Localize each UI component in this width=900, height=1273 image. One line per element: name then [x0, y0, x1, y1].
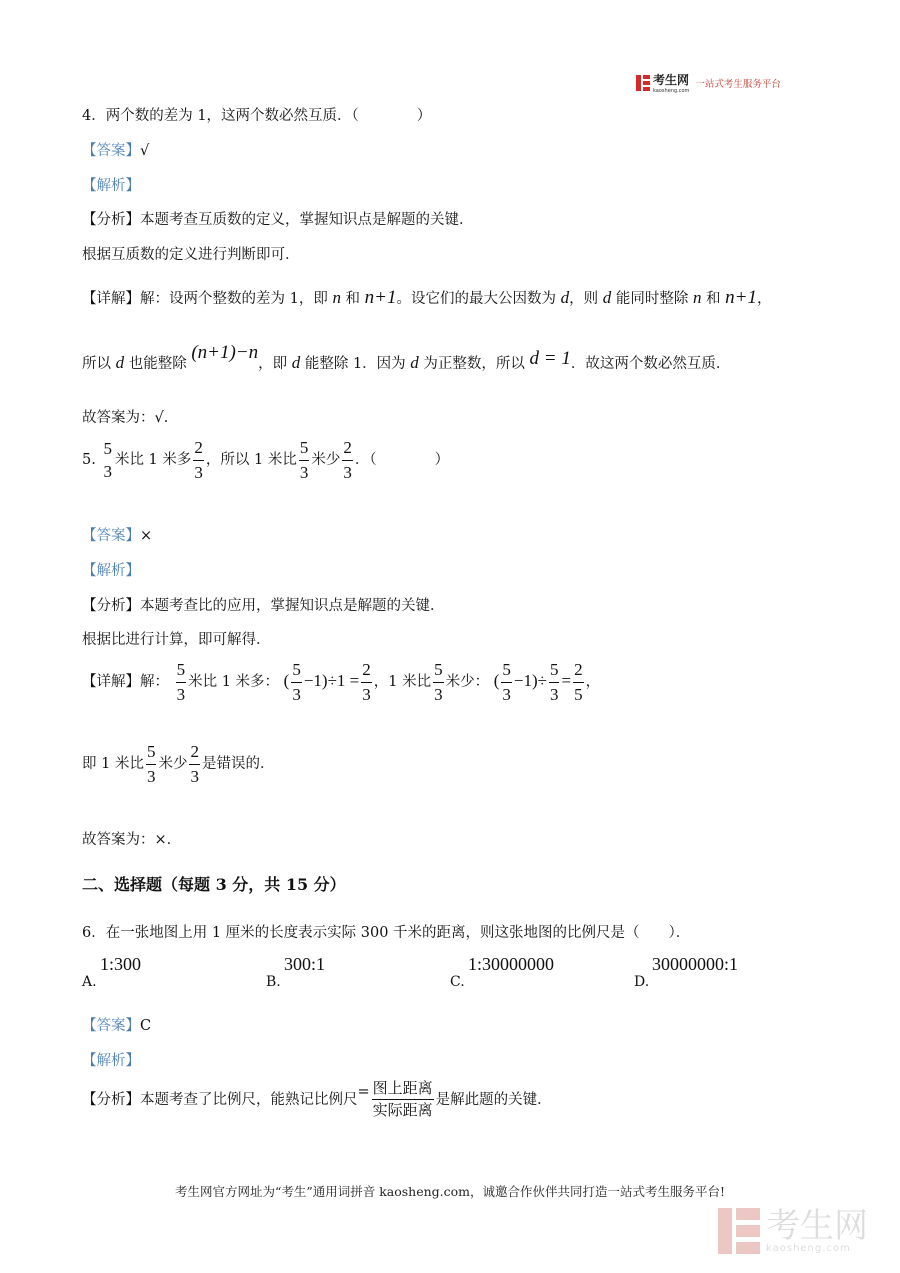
fraction-numerator: 2 — [574, 660, 583, 679]
stem-text: ，所以 1 米比 — [205, 452, 297, 469]
detail-text: 即 1 米比 — [82, 756, 144, 773]
fraction-denominator: 3 — [434, 684, 443, 704]
math-d-equals-1: d = 1 — [529, 348, 571, 369]
q6-analysis-tag: 【解析】 — [82, 1053, 140, 1069]
detail-text: 。设它们的最大公因数为 — [396, 291, 561, 307]
logo-text: 考生网 — [653, 73, 690, 87]
detail-tag: 【详解】 — [82, 291, 140, 307]
math-n-plus-1: n+1 — [725, 287, 757, 308]
q6-stem: 6．在一张地图上用 1 厘米的长度表示实际 300 千米的距离，则这张地图的比例尺是（ ）． — [82, 925, 691, 941]
option-label: A. — [82, 974, 97, 990]
detail-text: ， — [756, 291, 772, 307]
q5-answer — [82, 524, 152, 545]
q4-fenxi — [82, 208, 474, 229]
page-footer: 考生网官方网址为“考生”通用词拼音 kaosheng.com，诚邀合作伙伴共同打造一站式考生服务平台! — [174, 1184, 726, 1199]
fenxi-text: 是解此题的关键． — [435, 1091, 552, 1108]
paren-open: ( — [493, 671, 500, 691]
q4-detail-line1 — [82, 287, 771, 309]
watermark-subtext: kaosheng.com — [766, 1242, 851, 1254]
answer-tag: 【答案】 — [82, 143, 140, 159]
fraction-5-3 — [102, 439, 113, 482]
fraction-denominator: 3 — [299, 462, 309, 482]
equals-sign: = — [357, 1083, 370, 1100]
fraction-2-3 — [193, 438, 204, 482]
detail-text: 米少： — [445, 674, 490, 691]
fenxi-tag: 【分析】 — [82, 212, 140, 228]
q4-method: 根据互质数的定义进行判断即可． — [82, 247, 300, 263]
detail-text: ，则 — [569, 291, 603, 307]
detail-text: 为正整数，所以 — [418, 356, 530, 372]
option-label: B. — [266, 974, 281, 990]
fraction-5-3 — [501, 660, 512, 704]
q4-analysis-tag: 【解析】 — [82, 178, 140, 194]
fenxi-tag: 【分析】 — [82, 598, 140, 614]
fraction-denominator: 5 — [574, 684, 583, 704]
watermark — [718, 1205, 868, 1254]
q4-answer — [82, 139, 149, 160]
detail-text: 解： — [140, 674, 169, 691]
fenxi-tag: 【分析】 — [82, 1091, 140, 1108]
logo-subtext: kaosheng.com — [653, 88, 690, 94]
fraction-5-3 — [176, 660, 187, 704]
fraction-denominator: 3 — [103, 462, 112, 482]
detail-text: 和 — [340, 291, 365, 307]
option-label: C. — [450, 974, 465, 990]
fraction-numerator: 2 — [343, 438, 352, 457]
question-number: 5. — [82, 452, 96, 469]
fraction-numerator: 5 — [549, 660, 559, 679]
section-title: 二、选择题（每题 3 分，共 15 分） — [82, 875, 346, 894]
detail-text: 米少 — [158, 756, 188, 773]
answer-value: √ — [140, 143, 150, 159]
detail-tag: 【详解】 — [82, 674, 140, 691]
detail-text: ，1 米比 — [373, 674, 432, 691]
fraction-denominator: 3 — [292, 684, 301, 704]
fraction-denominator: 实际距离 — [372, 1101, 433, 1120]
fraction-numerator: 5 — [299, 438, 309, 457]
paren-open: ( — [283, 671, 290, 691]
q6-fenxi — [82, 1080, 552, 1120]
q5-method: 根据比进行计算，即可解得． — [82, 632, 271, 648]
fraction-denominator: 3 — [146, 766, 156, 786]
fraction-denominator: 3 — [502, 684, 511, 704]
math-d: d — [602, 288, 612, 307]
fraction-denominator: 3 — [362, 684, 371, 704]
stem-text: 米比 1 米多 — [114, 452, 192, 469]
fraction-denominator: 3 — [194, 462, 203, 482]
fraction-numerator: 2 — [194, 438, 203, 457]
header-logo — [636, 72, 781, 94]
q4-detail-line2 — [82, 342, 731, 374]
option-value: 1:30000000 — [468, 954, 555, 974]
detail-text: 米比 1 米多： — [188, 674, 280, 691]
math-d: d — [291, 353, 301, 372]
answer-tag: 【答案】 — [82, 1018, 140, 1034]
math-n-plus-1: n+1 — [364, 287, 397, 308]
answer-tag: 【答案】 — [82, 528, 140, 544]
q5-stem — [82, 438, 449, 482]
q5-fenxi — [82, 594, 445, 615]
math-expression: −1)÷1 = — [303, 671, 360, 691]
fraction-2-3 — [361, 660, 372, 704]
fraction-numerator: 5 — [292, 660, 301, 679]
answer-value: C — [140, 1018, 152, 1034]
option-value: 1:300 — [100, 954, 142, 974]
fraction-numerator: 5 — [502, 660, 511, 679]
q5-detail-line1 — [82, 660, 600, 704]
stem-text: 米少 — [311, 452, 341, 469]
q5-analysis-tag: 【解析】 — [82, 563, 140, 579]
detail-text: ，即 — [258, 356, 292, 372]
fraction-2-5 — [573, 660, 584, 704]
q5-detail-line2 — [82, 742, 274, 786]
fraction-2-3 — [342, 438, 353, 482]
header-slogan: 一站式考生服务平台 — [695, 79, 781, 90]
detail-text: 解：设两个整数的差为 1，即 — [140, 291, 333, 307]
q6-answer — [82, 1014, 151, 1035]
fraction-numerator: 5 — [103, 438, 112, 458]
answer-value: × — [140, 528, 153, 544]
fraction-5-3 — [299, 438, 310, 482]
scale-fraction — [372, 1080, 434, 1120]
detail-text: 也能整除 — [124, 356, 192, 372]
detail-text: ， — [585, 674, 601, 691]
option-value: 300:1 — [284, 954, 326, 974]
fraction-5-3 — [433, 660, 444, 704]
fraction-numerator: 图上距离 — [372, 1079, 433, 1097]
fraction-5-3 — [146, 742, 157, 786]
detail-text: 和 — [701, 291, 726, 307]
fraction-numerator: 5 — [434, 660, 443, 679]
fenxi-text: 本题考查了比例尺，能熟记比例尺 — [140, 1091, 358, 1108]
math-d: d — [410, 353, 419, 372]
kaosheng-logo-icon — [636, 75, 650, 91]
math-expression: (n+1)−n — [191, 342, 259, 363]
fraction-denominator: 3 — [176, 684, 186, 704]
detail-text: 能整除 1．因为 — [300, 356, 411, 372]
option-value: 30000000:1 — [652, 954, 739, 974]
math-expression: −1)÷ — [513, 671, 547, 691]
fraction-denominator: 3 — [190, 766, 199, 786]
fraction-numerator: 5 — [176, 660, 186, 679]
math-d: d — [115, 353, 125, 372]
q4-stem: 4．两个数的差为 1，这两个数必然互质．（ ） — [82, 108, 432, 124]
fraction-5-3 — [549, 660, 560, 704]
fenxi-text: 本题考查互质数的定义，掌握知识点是解题的关键． — [140, 212, 474, 228]
math-n: n — [692, 288, 702, 307]
equals-sign: = — [561, 671, 572, 691]
fraction-denominator: 3 — [549, 684, 559, 704]
fraction-2-3 — [189, 742, 200, 786]
fraction-numerator: 2 — [362, 660, 371, 679]
fenxi-text: 本题考查比的应用，掌握知识点是解题的关键． — [140, 598, 445, 614]
watermark-logo-icon — [718, 1208, 760, 1254]
stem-text: ．（ ） — [354, 452, 450, 469]
detail-text: 能同时整除 — [611, 291, 693, 307]
fraction-5-3 — [291, 660, 302, 704]
math-n: n — [332, 288, 341, 307]
fraction-numerator: 2 — [190, 742, 199, 761]
detail-text: ．故这两个数必然互质． — [570, 356, 731, 372]
q4-conclusion: 故答案为：√． — [82, 410, 179, 426]
detail-text: 所以 — [82, 356, 116, 372]
fraction-numerator: 5 — [146, 742, 156, 761]
watermark-text: 考生网 — [766, 1205, 868, 1246]
math-d: d — [560, 288, 570, 307]
q5-conclusion: 故答案为：×． — [82, 832, 182, 848]
option-label: D. — [634, 974, 650, 990]
fraction-denominator: 3 — [343, 462, 352, 482]
detail-text: 是错误的． — [201, 756, 275, 773]
